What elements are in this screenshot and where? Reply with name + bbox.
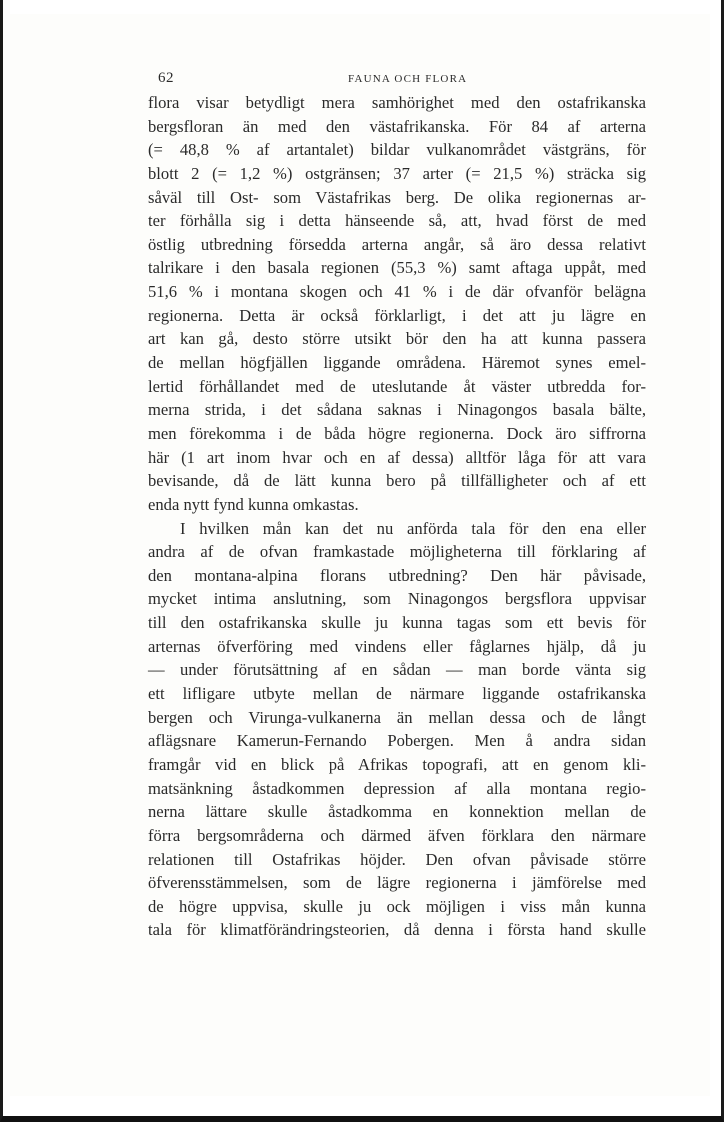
text-line: regionerna. Detta är också förklarligt, i det att ju lägre en bbox=[148, 305, 646, 325]
text-line: tala för klimatförändringsteorien, då denna i första hand skulle bbox=[148, 920, 646, 940]
text-line: nerna lättare skulle åstadkomma en konnektion mellan de bbox=[148, 802, 646, 822]
text-line: aflägsnare Kamerun-Fernando Pobergen. Men å andra sidan bbox=[148, 731, 646, 751]
text-line: ett lifligare utbyte mellan de närmare liggande ostafrikanska bbox=[148, 684, 646, 704]
paragraph-2 bbox=[148, 517, 646, 943]
text-line: enda nytt fynd kunna omkastas. bbox=[148, 494, 359, 514]
text-line: (= 48,8 % af artantalet) bildar vulkanområdet västgräns, för bbox=[148, 140, 646, 160]
text-line: — under förutsättning af en sådan — man borde vänta sig bbox=[148, 660, 646, 680]
running-title: FAUNA OCH FLORA bbox=[348, 73, 468, 85]
text-line: de högre uppvisa, skulle ju ock möjligen i viss mån kunna bbox=[148, 896, 646, 916]
text-line: här (1 art inom hvar och en af dessa) alltför låga för att vara bbox=[148, 447, 646, 467]
text-line: I hvilken mån kan det nu anförda tala för den ena eller bbox=[180, 518, 646, 538]
page-number: 62 bbox=[158, 70, 174, 86]
text-line: art kan gå, desto större utsikt bör den ha att kunna passera bbox=[148, 329, 646, 349]
text-line: men förekomma i de båda högre regionerna. Dock äro siffrorna bbox=[148, 423, 646, 443]
page-header bbox=[158, 70, 658, 92]
text-line: 51,6 % i montana skogen och 41 % i de där ofvanför belägna bbox=[148, 282, 646, 302]
text-line: såväl till Ost- som Västafrikas berg. De olika regionernas ar- bbox=[148, 187, 646, 207]
text-line: ter förhålla sig i detta hänseende så, att, hvad först de med bbox=[148, 211, 646, 231]
text-line: mycket intima anslutning, som Ninagongos bergsflora uppvisar bbox=[148, 589, 646, 609]
text-line: blott 2 (= 1,2 %) ostgränsen; 37 arter (= 21,5 %) sträcka sig bbox=[148, 163, 646, 183]
text-line: bergen och Virunga-vulkanerna än mellan dessa och de långt bbox=[148, 707, 646, 727]
text-line: förra bergsområderna och därmed äfven förklara den närmare bbox=[148, 825, 646, 845]
text-line: den montana-alpina florans utbredning? Den här påvisade, bbox=[148, 565, 646, 585]
text-line: merna strida, i det sådana saknas i Ninagongos basala bälte, bbox=[148, 400, 646, 420]
text-line: de mellan högfjällen liggande områdena. Häremot synes emel- bbox=[148, 353, 646, 373]
text-line: talrikare i den basala regionen (55,3 %) samt aftaga uppåt, med bbox=[148, 258, 646, 278]
text-line: andra af de ofvan framkastade möjligheterna till förklaring af bbox=[148, 542, 646, 562]
text-line: matsänkning åstadkommen depression af alla montana regio- bbox=[148, 778, 646, 798]
text-line: lertid förhållandet med de uteslutande åt väster utbredda for- bbox=[148, 376, 646, 396]
text-line: arternas öfverföring med vindens eller fåglarnes hjälp, då ju bbox=[148, 636, 646, 656]
text-line: framgår vid en blick på Afrikas topografi, att en genom kli- bbox=[148, 754, 646, 774]
text-line: relationen till Ostafrikas höjder. Den ofvan påvisade större bbox=[148, 849, 646, 869]
paragraph-1 bbox=[148, 91, 646, 517]
text-line: östlig utbredning försedda arterna angår, så äro dessa relativt bbox=[148, 234, 646, 254]
text-line: flora visar betydligt mera samhörighet med den ostafrikanska bbox=[148, 93, 646, 112]
text-line: bevisande, då de lätt kunna bero på tillfälligheter och af ett bbox=[148, 471, 646, 491]
text-line: bergsfloran än med den västafrikanska. För 84 af arterna bbox=[148, 116, 646, 136]
text-line: till den ostafrikanska skulle ju kunna tagas som ett bevis för bbox=[148, 613, 646, 633]
body-text bbox=[148, 91, 646, 942]
text-line: öfverensstämmelsen, som de lägre regionerna i jämförelse med bbox=[148, 873, 646, 893]
